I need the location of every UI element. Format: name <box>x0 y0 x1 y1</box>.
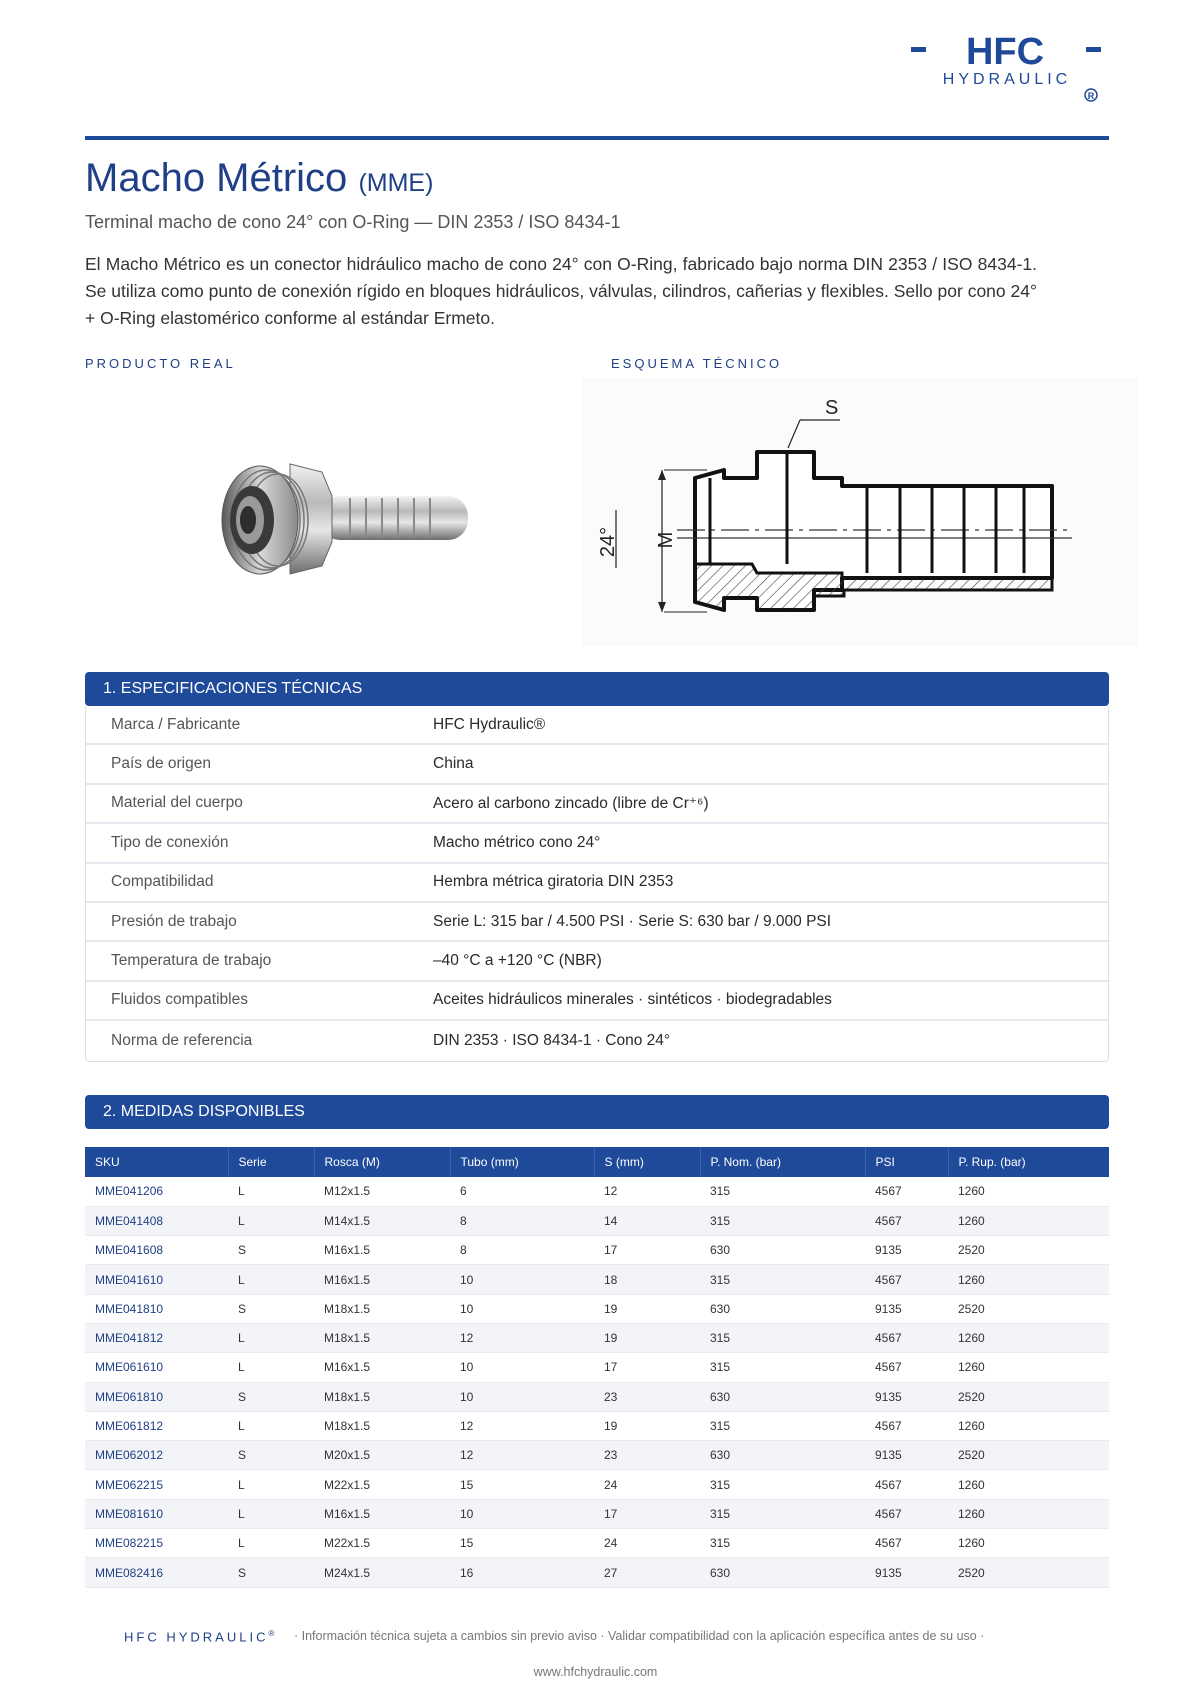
schematic-label-angle: 24° <box>597 526 619 558</box>
table-cell: 1260 <box>948 1499 1109 1528</box>
table-cell: 1260 <box>948 1411 1109 1440</box>
table-cell: L <box>228 1353 314 1382</box>
spec-label: Tipo de conexión <box>111 833 229 851</box>
table-cell: 4567 <box>865 1206 948 1235</box>
table-cell: 12 <box>594 1177 700 1206</box>
spec-label: Norma de referencia <box>111 1031 253 1049</box>
col-header: Serie <box>228 1147 314 1177</box>
schematic-label-s: S <box>825 397 839 419</box>
table-cell: 4567 <box>865 1411 948 1440</box>
table-cell: 2520 <box>948 1441 1109 1470</box>
spec-value: Aceites hidráulicos minerales · sintéticos · biodegradables <box>433 991 832 1009</box>
table-cell: 630 <box>700 1382 865 1411</box>
table-cell: 12 <box>450 1323 594 1352</box>
table-row <box>85 1382 1109 1411</box>
sizes-body <box>85 1177 1109 1587</box>
sku-cell: MME061812 <box>85 1411 228 1440</box>
table-row <box>85 1411 1109 1440</box>
table-row <box>85 1206 1109 1235</box>
logo-sub: HYDRAULIC <box>942 71 1072 88</box>
sku-cell: MME082416 <box>85 1558 228 1587</box>
table-cell: M12x1.5 <box>314 1177 450 1206</box>
spec-label: Marca / Fabricante <box>111 715 241 733</box>
intro-paragraph: El Macho Métrico es un conector hidráulico macho de cono 24° con O-Ring, fabricado bajo norma DIN 2353 / ISO 8434-1. Se utiliza como punto de conexión rígido en bloques hidráulicos, válvulas, cilindros, cañerias y flexibles. Sello por cono 24° + O-Ring elastomérico conforme al estándar Ermeto. <box>85 254 1037 328</box>
table-cell: 9135 <box>865 1382 948 1411</box>
col-header: P. Rup. (bar) <box>948 1147 1109 1177</box>
table-cell: M16x1.5 <box>314 1353 450 1382</box>
spec-value: China <box>433 755 474 773</box>
logo-brand: HFC <box>965 34 1045 73</box>
header-divider <box>85 136 1109 140</box>
table-cell: L <box>228 1177 314 1206</box>
col-header: PSI <box>865 1147 948 1177</box>
col-header: Rosca (M) <box>314 1147 450 1177</box>
spec-row <box>86 864 1108 903</box>
table-cell: 17 <box>594 1499 700 1528</box>
table-cell: M18x1.5 <box>314 1294 450 1323</box>
sku-cell: MME041408 <box>85 1206 228 1235</box>
footer-brand-mark: ® <box>268 1629 275 1638</box>
table-cell: 10 <box>450 1265 594 1294</box>
product-photo <box>210 450 470 600</box>
col-header: SKU <box>85 1147 228 1177</box>
table-cell: 4567 <box>865 1323 948 1352</box>
table-row <box>85 1558 1109 1587</box>
spec-row <box>86 1021 1108 1060</box>
spec-label: Presión de trabajo <box>111 912 237 930</box>
sku-cell: MME041610 <box>85 1265 228 1294</box>
table-cell: S <box>228 1558 314 1587</box>
table-cell: 1260 <box>948 1265 1109 1294</box>
table-cell: 4567 <box>865 1470 948 1499</box>
table-cell: 10 <box>450 1353 594 1382</box>
table-cell: 315 <box>700 1353 865 1382</box>
technical-schematic <box>582 378 1138 646</box>
footer-brand-text: HFC HYDRAULIC <box>124 1629 269 1645</box>
table-cell: 9135 <box>865 1236 948 1265</box>
specs-table <box>85 706 1109 1062</box>
table-cell: S <box>228 1236 314 1265</box>
table-cell: 14 <box>594 1206 700 1235</box>
table-cell: 630 <box>700 1558 865 1587</box>
schematic-caption: ESQUEMA TÉCNICO <box>611 356 783 371</box>
table-cell: 630 <box>700 1441 865 1470</box>
spec-value: DIN 2353 · ISO 8434-1 · Cono 24° <box>433 1031 671 1049</box>
table-cell: 1260 <box>948 1177 1109 1206</box>
table-cell: 24 <box>594 1470 700 1499</box>
table-row <box>85 1177 1109 1206</box>
table-cell: M20x1.5 <box>314 1441 450 1470</box>
sku-cell: MME041206 <box>85 1177 228 1206</box>
footer-url[interactable]: www.hfchydraulic.com <box>533 1665 658 1679</box>
schematic-label-m: M <box>655 531 677 549</box>
sku-cell: MME082215 <box>85 1529 228 1558</box>
col-header: Tubo (mm) <box>450 1147 594 1177</box>
table-row <box>85 1499 1109 1528</box>
table-cell: 1260 <box>948 1470 1109 1499</box>
footer-brand <box>124 1629 274 1644</box>
footer-disclaimer: · Información técnica sujeta a cambios sin previo aviso · Validar compatibilidad con la aplicación específica antes de su uso · <box>294 1629 985 1643</box>
table-cell: 8 <box>450 1206 594 1235</box>
spec-row <box>86 982 1108 1021</box>
page-subtitle: Terminal macho de cono 24° con O-Ring — DIN 2353 / ISO 8434-1 <box>85 212 621 232</box>
table-cell: 27 <box>594 1558 700 1587</box>
page-title <box>85 156 433 201</box>
table-cell: 315 <box>700 1265 865 1294</box>
table-cell: S <box>228 1441 314 1470</box>
table-cell: M24x1.5 <box>314 1558 450 1587</box>
table-cell: 15 <box>450 1529 594 1558</box>
table-cell: 1260 <box>948 1323 1109 1352</box>
table-cell: 4567 <box>865 1529 948 1558</box>
table-cell: M14x1.5 <box>314 1206 450 1235</box>
table-cell: L <box>228 1206 314 1235</box>
spec-value: Serie L: 315 bar / 4.500 PSI · Serie S: 630 bar / 9.000 PSI <box>433 912 832 930</box>
table-cell: 18 <box>594 1265 700 1294</box>
sku-cell: MME081610 <box>85 1499 228 1528</box>
spec-value: Acero al carbono zincado (libre de Cr⁺⁶) <box>433 794 709 812</box>
table-cell: 1260 <box>948 1206 1109 1235</box>
table-row <box>85 1323 1109 1352</box>
spec-row <box>86 942 1108 981</box>
table-cell: 19 <box>594 1323 700 1352</box>
table-cell: 315 <box>700 1529 865 1558</box>
table-cell: 9135 <box>865 1441 948 1470</box>
table-cell: 2520 <box>948 1236 1109 1265</box>
table-cell: L <box>228 1529 314 1558</box>
table-row <box>85 1353 1109 1382</box>
table-cell: 10 <box>450 1382 594 1411</box>
table-cell: 2520 <box>948 1294 1109 1323</box>
table-cell: 17 <box>594 1353 700 1382</box>
table-cell: L <box>228 1265 314 1294</box>
spec-row <box>86 706 1108 745</box>
sizes-table <box>85 1147 1109 1588</box>
table-cell: 2520 <box>948 1558 1109 1587</box>
sku-cell: MME062215 <box>85 1470 228 1499</box>
sku-cell: MME061810 <box>85 1382 228 1411</box>
table-cell: M16x1.5 <box>314 1236 450 1265</box>
table-cell: L <box>228 1411 314 1440</box>
col-header: P. Nom. (bar) <box>700 1147 865 1177</box>
spec-value: –40 °C a +120 °C (NBR) <box>433 952 602 970</box>
sizes-header-row <box>85 1147 1109 1177</box>
table-cell: L <box>228 1499 314 1528</box>
table-cell: 12 <box>450 1441 594 1470</box>
table-cell: M18x1.5 <box>314 1323 450 1352</box>
title-text: Macho Métrico <box>85 156 348 200</box>
table-cell: S <box>228 1294 314 1323</box>
table-cell: 9135 <box>865 1558 948 1587</box>
table-cell: 16 <box>450 1558 594 1587</box>
table-cell: L <box>228 1470 314 1499</box>
table-cell: 1260 <box>948 1529 1109 1558</box>
table-row <box>85 1529 1109 1558</box>
table-cell: 6 <box>450 1177 594 1206</box>
table-cell: 15 <box>450 1470 594 1499</box>
table-cell: 19 <box>594 1411 700 1440</box>
spec-label: Compatibilidad <box>111 873 214 891</box>
svg-text:R: R <box>1087 91 1095 101</box>
spec-value: HFC Hydraulic® <box>433 715 546 733</box>
table-cell: 4567 <box>865 1177 948 1206</box>
table-cell: 315 <box>700 1206 865 1235</box>
title-code: (MME) <box>358 169 434 197</box>
table-cell: 23 <box>594 1441 700 1470</box>
table-cell: M18x1.5 <box>314 1411 450 1440</box>
table-cell: 630 <box>700 1236 865 1265</box>
table-row <box>85 1294 1109 1323</box>
table-cell: 8 <box>450 1236 594 1265</box>
spec-value: Macho métrico cono 24° <box>433 833 601 851</box>
spec-label: Material del cuerpo <box>111 794 243 812</box>
sku-cell: MME041812 <box>85 1323 228 1352</box>
specs-heading: 1. ESPECIFICACIONES TÉCNICAS <box>85 672 1109 706</box>
table-cell: 4567 <box>865 1265 948 1294</box>
spec-row <box>86 785 1108 824</box>
hfc-hydraulic-logo <box>905 34 1105 106</box>
col-header: S (mm) <box>594 1147 700 1177</box>
table-cell: 19 <box>594 1294 700 1323</box>
table-cell: 2520 <box>948 1382 1109 1411</box>
table-cell: M22x1.5 <box>314 1470 450 1499</box>
sizes-heading: 2. MEDIDAS DISPONIBLES <box>85 1095 1109 1129</box>
sku-cell: MME041810 <box>85 1294 228 1323</box>
spec-row <box>86 903 1108 942</box>
table-cell: 24 <box>594 1529 700 1558</box>
spec-label: Fluidos compatibles <box>111 991 248 1009</box>
table-cell: 4567 <box>865 1499 948 1528</box>
table-cell: M18x1.5 <box>314 1382 450 1411</box>
table-cell: 315 <box>700 1411 865 1440</box>
sku-cell: MME062012 <box>85 1441 228 1470</box>
spec-row <box>86 824 1108 863</box>
table-cell: 1260 <box>948 1353 1109 1382</box>
table-cell: L <box>228 1323 314 1352</box>
table-cell: 9135 <box>865 1294 948 1323</box>
table-cell: 12 <box>450 1411 594 1440</box>
table-cell: 315 <box>700 1470 865 1499</box>
table-cell: M16x1.5 <box>314 1265 450 1294</box>
spec-row <box>86 745 1108 784</box>
table-cell: 10 <box>450 1294 594 1323</box>
spec-label: País de origen <box>111 755 211 773</box>
table-cell: 4567 <box>865 1353 948 1382</box>
table-cell: 315 <box>700 1499 865 1528</box>
table-row <box>85 1265 1109 1294</box>
table-row <box>85 1441 1109 1470</box>
table-cell: M22x1.5 <box>314 1529 450 1558</box>
table-cell: M16x1.5 <box>314 1499 450 1528</box>
table-row <box>85 1470 1109 1499</box>
table-cell: S <box>228 1382 314 1411</box>
sku-cell: MME041608 <box>85 1236 228 1265</box>
sku-cell: MME061610 <box>85 1353 228 1382</box>
photo-caption: PRODUCTO REAL <box>85 356 236 371</box>
table-cell: 315 <box>700 1177 865 1206</box>
spec-value: Hembra métrica giratoria DIN 2353 <box>433 873 674 891</box>
table-cell: 315 <box>700 1323 865 1352</box>
table-cell: 630 <box>700 1294 865 1323</box>
table-cell: 23 <box>594 1382 700 1411</box>
table-cell: 17 <box>594 1236 700 1265</box>
table-cell: 10 <box>450 1499 594 1528</box>
spec-label: Temperatura de trabajo <box>111 952 272 970</box>
table-row <box>85 1236 1109 1265</box>
